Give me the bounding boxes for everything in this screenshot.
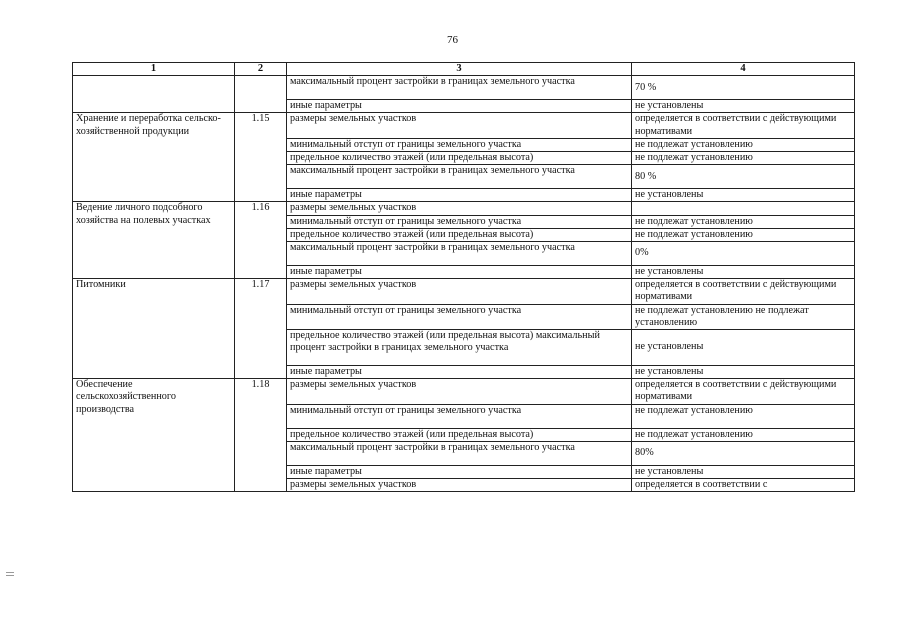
- column-header-2: 2: [235, 63, 287, 76]
- column-header-3: 3: [287, 63, 632, 76]
- parameter-name: размеры земельных участков: [287, 202, 632, 215]
- margin-mark: [6, 572, 14, 576]
- parameter-value: [632, 202, 855, 215]
- parameter-name: максимальный процент застройки в границах земельного участка: [287, 76, 632, 100]
- parameter-value: не подлежат установлению: [632, 152, 855, 165]
- use-type-name: Ведение личного подсобного хозяйства на полевых участках: [73, 202, 235, 279]
- table-row: [73, 202, 855, 215]
- use-type-code: [235, 76, 287, 113]
- use-type-name: Обеспечение сельскохозяйственного производства: [73, 379, 235, 492]
- parameter-name: максимальный процент застройки в границах земельного участка: [287, 165, 632, 189]
- table-body: [73, 76, 855, 492]
- parameter-value: определяется в соответствии с действующими нормативами: [632, 113, 855, 138]
- table-row: [73, 279, 855, 304]
- parameter-name: размеры земельных участков: [287, 379, 632, 404]
- use-type-name: [73, 76, 235, 113]
- parameter-name: предельное количество этажей (или предельная высота): [287, 428, 632, 441]
- use-type-name: Питомники: [73, 279, 235, 379]
- column-header-1: 1: [73, 63, 235, 76]
- parameter-value: не установлены: [632, 330, 855, 366]
- parameter-name: размеры земельных участков: [287, 279, 632, 304]
- table-row: [73, 113, 855, 138]
- parameter-name: иные параметры: [287, 266, 632, 279]
- table-header-row: [73, 63, 855, 76]
- parameter-value: не установлены: [632, 266, 855, 279]
- parameter-value: не подлежат установлению: [632, 428, 855, 441]
- regulations-table: [72, 62, 855, 492]
- parameter-name: предельное количество этажей (или предельная высота): [287, 228, 632, 241]
- parameter-name: минимальный отступ от границы земельного участка: [287, 304, 632, 329]
- document-sheet: [72, 62, 854, 492]
- parameter-value: определяется в соответствии с: [632, 479, 855, 492]
- table-row: [73, 76, 855, 100]
- use-type-code: 1.16: [235, 202, 287, 279]
- parameter-value: 80 %: [632, 165, 855, 189]
- parameter-name: минимальный отступ от границы земельного участка: [287, 138, 632, 151]
- use-type-code: 1.15: [235, 113, 287, 202]
- parameter-name: иные параметры: [287, 366, 632, 379]
- parameter-name: иные параметры: [287, 189, 632, 202]
- use-type-code: 1.17: [235, 279, 287, 379]
- parameter-value: определяется в соответствии с действующими нормативами: [632, 379, 855, 404]
- use-type-code: 1.18: [235, 379, 287, 492]
- parameter-name: минимальный отступ от границы земельного участка: [287, 404, 632, 428]
- parameter-name: минимальный отступ от границы земельного участка: [287, 215, 632, 228]
- parameter-name: размеры земельных участков: [287, 479, 632, 492]
- parameter-value: не подлежат установлению: [632, 404, 855, 428]
- parameter-value: не установлены: [632, 100, 855, 113]
- column-header-4: 4: [632, 63, 855, 76]
- parameter-value: 70 %: [632, 76, 855, 100]
- parameter-name: максимальный процент застройки в границах земельного участка: [287, 441, 632, 465]
- parameter-value: не установлены: [632, 465, 855, 478]
- parameter-value: 80%: [632, 441, 855, 465]
- parameter-name: иные параметры: [287, 100, 632, 113]
- parameter-value: определяется в соответствии с действующими нормативами: [632, 279, 855, 304]
- parameter-value: 0%: [632, 242, 855, 266]
- parameter-value: не подлежат установлению: [632, 215, 855, 228]
- page-number: 76: [447, 34, 458, 46]
- use-type-name: Хранение и переработка сельско-хозяйственной продукции: [73, 113, 235, 202]
- parameter-value: не подлежат установлению: [632, 228, 855, 241]
- parameter-name: размеры земельных участков: [287, 113, 632, 138]
- table-row: [73, 379, 855, 404]
- parameter-name: предельное количество этажей (или предельная высота): [287, 152, 632, 165]
- parameter-name: максимальный процент застройки в границах земельного участка: [287, 242, 632, 266]
- parameter-value: не подлежат установлению не подлежат установлению: [632, 304, 855, 329]
- parameter-name: иные параметры: [287, 465, 632, 478]
- parameter-value: не установлены: [632, 366, 855, 379]
- parameter-value: не установлены: [632, 189, 855, 202]
- parameter-value: не подлежат установлению: [632, 138, 855, 151]
- parameter-name: предельное количество этажей (или предельная высота) максимальный процент застройки в границах земельного участка: [287, 330, 632, 366]
